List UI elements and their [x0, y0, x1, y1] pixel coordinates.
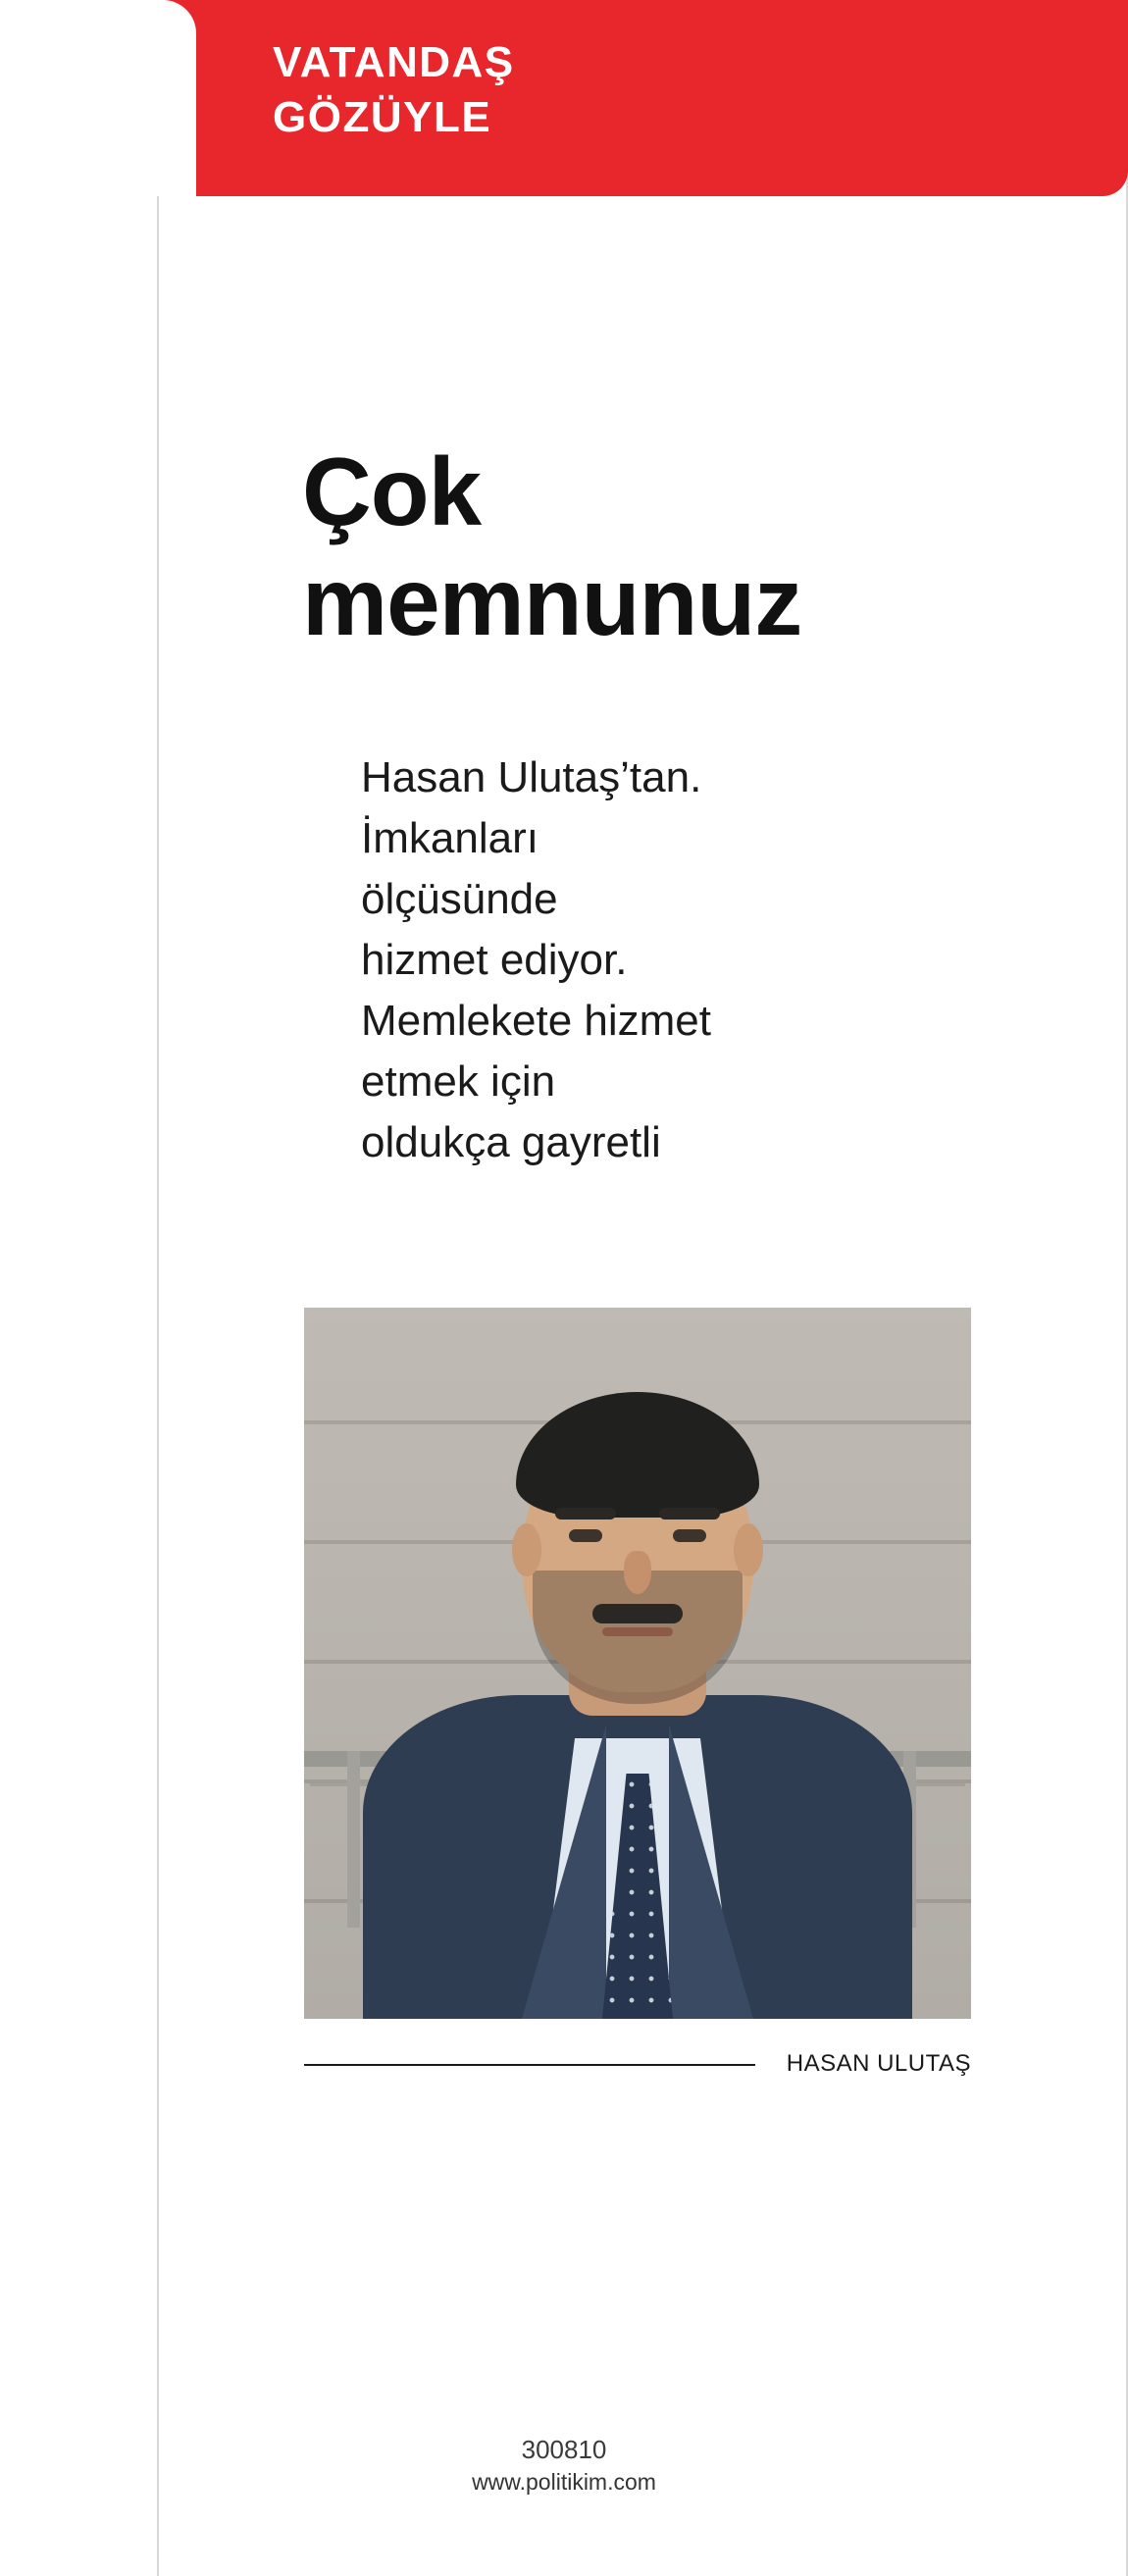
banner-notch	[157, 0, 196, 196]
deck-line6: etmek için	[361, 1057, 556, 1106]
ear-left	[512, 1523, 541, 1576]
deck-line4: hizmet ediyor.	[361, 936, 628, 984]
page-title	[302, 437, 1048, 656]
footer-code: 300810	[521, 2435, 607, 2464]
nose	[624, 1551, 651, 1594]
ear-right	[734, 1523, 763, 1576]
headline-line2: memnunuz	[302, 547, 802, 655]
hair	[516, 1392, 759, 1518]
page-footer	[0, 2433, 1128, 2498]
page-canvas	[78, 0, 1050, 2576]
deck-line7: oldukça gayretli	[361, 1118, 661, 1166]
caption-rule	[304, 2064, 755, 2066]
photo-caption	[304, 2050, 971, 2082]
eyebrow-right	[659, 1508, 720, 1520]
moustache	[592, 1604, 683, 1623]
banner-title-line1: VATANDAŞ	[273, 38, 515, 86]
portrait-photo	[304, 1308, 971, 2019]
eye-left	[569, 1529, 602, 1542]
lapel-left	[522, 1725, 606, 2019]
footer-url: www.politikim.com	[472, 2469, 656, 2495]
eyebrow-left	[555, 1508, 616, 1520]
banner-title	[273, 35, 881, 145]
headline-line1: Çok	[302, 438, 482, 545]
article-standfirst	[361, 747, 989, 1173]
column-rule-left	[157, 0, 159, 2576]
lapel-right	[669, 1725, 753, 2019]
handrail-post-left	[347, 1751, 360, 1928]
eye-right	[673, 1529, 706, 1542]
section-banner	[157, 0, 1128, 196]
deck-line2: İmkanları	[361, 814, 538, 862]
deck-line5: Memlekete hizmet	[361, 997, 712, 1045]
banner-title-line2: GÖZÜYLE	[273, 93, 492, 141]
caption-name: HASAN ULUTAŞ	[786, 2050, 971, 2077]
deck-line1: Hasan Ulutaş’tan.	[361, 753, 702, 801]
deck-line3: ölçüsünde	[361, 875, 558, 923]
mouth	[602, 1627, 673, 1636]
photo-background-wall	[304, 1308, 971, 2019]
